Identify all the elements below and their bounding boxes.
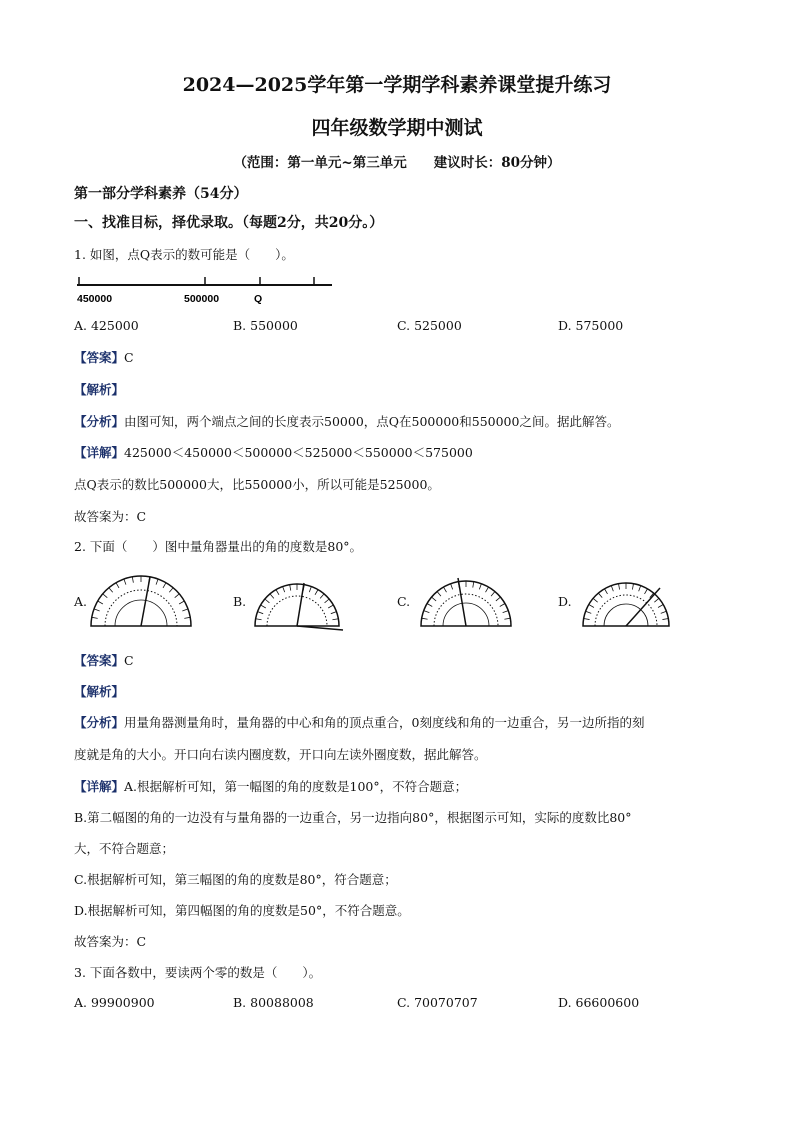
protractor-tick — [328, 605, 333, 608]
page-title: 2024—2025学年第一学期学科素养课堂提升练习 — [182, 74, 612, 96]
protractor-tick — [270, 594, 274, 599]
protractor-tick — [500, 604, 505, 607]
analysis-tag: 【解析】 — [74, 382, 125, 397]
q1-option-b: B. 550000 — [233, 318, 298, 333]
q2-option-a-label: A. — [74, 594, 88, 609]
protractor-tick — [658, 605, 663, 608]
question-3-stem: 3. 下面各数中，要读两个零的数是（ ）。 — [74, 965, 322, 980]
protractor-tick — [473, 582, 474, 588]
protractor-tick — [290, 585, 291, 591]
protractor-tick — [584, 619, 590, 620]
fenxi-text: 由图可知，两个端点之间的长度表示50000，点Q在500000和550000之间。据此解答。 — [124, 414, 620, 429]
question-1-stem: 1. 如图，点Q表示的数可能是（ ）。 — [74, 247, 294, 262]
analysis-tag: 【解析】 — [74, 684, 125, 699]
nl-label-500000: 500000 — [184, 293, 220, 305]
q2-xiangjie-d: D.根据解析可知，第四幅图的角的度数是50°，不符合题意。 — [74, 903, 410, 918]
xiangjie-text: A.根据解析可知，第一幅图的角的度数是100°，不符合题意； — [124, 779, 468, 794]
q1-option-d: D. 575000 — [558, 318, 624, 333]
q2-conclusion: 故答案为：C — [74, 934, 147, 949]
protractor-tick — [611, 586, 613, 592]
xiangjie-tag: 【详解】 — [74, 779, 125, 794]
protractor-tick — [315, 590, 318, 595]
protractor-tick — [589, 605, 594, 608]
fenxi-text: 用量角器测量角时，量角器的中心和角的顶点重合，0刻度线和角的一边重合，另一边所指的刻 — [124, 715, 645, 730]
protractor-tick — [309, 587, 311, 593]
answer-value: C — [124, 653, 134, 668]
question-2-stem: 2. 下面（ ）图中量角器量出的角的度数是80°。 — [74, 539, 363, 554]
page-subtitle: 四年级数学期中测试 — [311, 117, 483, 139]
protractor-tick — [265, 599, 270, 603]
protractor-tick — [182, 609, 188, 611]
protractor-tick — [92, 617, 98, 618]
q2-analysis-tag — [74, 682, 124, 700]
protractor-tick — [432, 597, 437, 601]
protractor-d-figure — [580, 575, 680, 635]
q2-xiangjie-b-line1: B.第二幅图的角的一边没有与量角器的一边重合，另一边指向80°，根据图示可知，实际的度数比80° — [74, 810, 632, 825]
protractor-tick — [184, 617, 190, 618]
protractor-tick — [98, 601, 103, 604]
nl-label-450000: 450000 — [77, 293, 113, 305]
number-line-figure — [74, 272, 339, 307]
q2-option-c-label: C. — [397, 594, 411, 609]
protractor-b-figure — [250, 575, 350, 635]
q2-xiangjie-b-line2: 大，不符合题意； — [74, 841, 175, 856]
protractor-tick — [444, 587, 447, 592]
protractor-tick — [479, 584, 481, 590]
protractor-tick — [156, 579, 158, 585]
protractor-tick — [132, 577, 133, 583]
protractor-tick — [437, 592, 441, 597]
protractor-tick — [605, 589, 608, 594]
protractor-tick — [109, 588, 113, 593]
q1-xiangjie — [74, 443, 473, 461]
protractor-tick — [256, 619, 262, 620]
nl-label-q: Q — [254, 293, 263, 305]
protractor-tick — [422, 618, 428, 619]
q2-answer — [74, 651, 134, 669]
q2-xiangjie-c: C.根据解析可知，第三幅图的角的度数是80°，符合题意； — [74, 872, 397, 887]
q2-fenxi-line2: 度就是角的大小。开口向右读内圈度数，开口向左读外圈度数，据此解答。 — [74, 747, 487, 762]
protractor-tick — [320, 594, 324, 599]
protractor-tick — [276, 590, 279, 595]
protractor-tick — [179, 601, 184, 604]
protractor-tick — [496, 597, 501, 601]
protractor-tick — [331, 612, 337, 614]
protractor-tick — [639, 586, 641, 592]
q1-analysis-tag — [74, 380, 124, 398]
q1-option-c: C. 525000 — [397, 318, 462, 333]
protractor-tick — [103, 594, 108, 598]
q2-xiangjie-a — [74, 777, 467, 795]
q1-conclusion: 故答案为：C — [74, 509, 147, 524]
protractor-tick — [503, 611, 509, 613]
protractor-tick — [175, 594, 180, 598]
protractor-tick — [332, 619, 338, 620]
protractor-tick — [258, 612, 264, 614]
protractor-a-figure — [88, 575, 198, 635]
section-heading: 一、找准目标，择优录取。（每题2分，共20分。） — [74, 215, 384, 231]
protractor-tick — [593, 598, 598, 602]
protractor-tick — [124, 579, 126, 585]
xiangjie-text: 425000＜450000＜500000＜525000＜550000＜575000 — [124, 445, 473, 460]
protractor-tick — [654, 598, 659, 602]
protractor-tick — [586, 611, 592, 613]
protractor-tick — [661, 611, 667, 613]
protractor-tick — [424, 611, 430, 613]
protractor-tick — [486, 587, 489, 592]
protractor-tick — [504, 618, 510, 619]
q3-option-a: A. 99900900 — [74, 995, 155, 1010]
q1-option-a: A. 425000 — [74, 318, 139, 333]
fenxi-tag: 【分析】 — [74, 715, 125, 730]
part-heading: 第一部分学科素养（54分） — [74, 186, 248, 202]
q3-option-b: B. 80088008 — [233, 995, 314, 1010]
q2-option-d-label: D. — [558, 594, 572, 609]
q3-option-d: D. 66600600 — [558, 995, 640, 1010]
q2-option-b-label: B. — [233, 594, 247, 609]
protractor-tick — [163, 583, 166, 588]
protractor-tick — [645, 589, 648, 594]
xiangjie-tag: 【详解】 — [74, 445, 125, 460]
test-scope: （范围：第一单元~第三单元 建议时长：80分钟） — [233, 155, 561, 171]
protractor-tick — [491, 592, 495, 597]
protractor-tick — [116, 583, 119, 588]
protractor-tick — [619, 584, 620, 590]
protractor-tick — [451, 584, 453, 590]
protractor-tick — [427, 604, 432, 607]
q3-option-c: C. 70070707 — [397, 995, 478, 1010]
protractor-tick — [169, 588, 173, 593]
fenxi-tag: 【分析】 — [74, 414, 125, 429]
answer-tag: 【答案】 — [74, 350, 125, 365]
protractor-tick — [662, 619, 668, 620]
protractor-c-figure — [418, 575, 518, 635]
q1-explanation-line: 点Q表示的数比500000大，比550000小，所以可能是525000。 — [74, 477, 440, 492]
q2-fenxi-line1 — [74, 713, 644, 731]
protractor-tick — [94, 609, 100, 611]
protractor-tick — [598, 593, 602, 598]
answer-value: C — [124, 350, 134, 365]
protractor-tick — [632, 584, 633, 590]
protractor-tick — [283, 587, 285, 593]
q1-fenxi — [74, 412, 619, 430]
answer-tag: 【答案】 — [74, 653, 125, 668]
protractor-tick — [325, 599, 330, 603]
protractor-tick — [261, 605, 266, 608]
q1-answer — [74, 348, 134, 366]
